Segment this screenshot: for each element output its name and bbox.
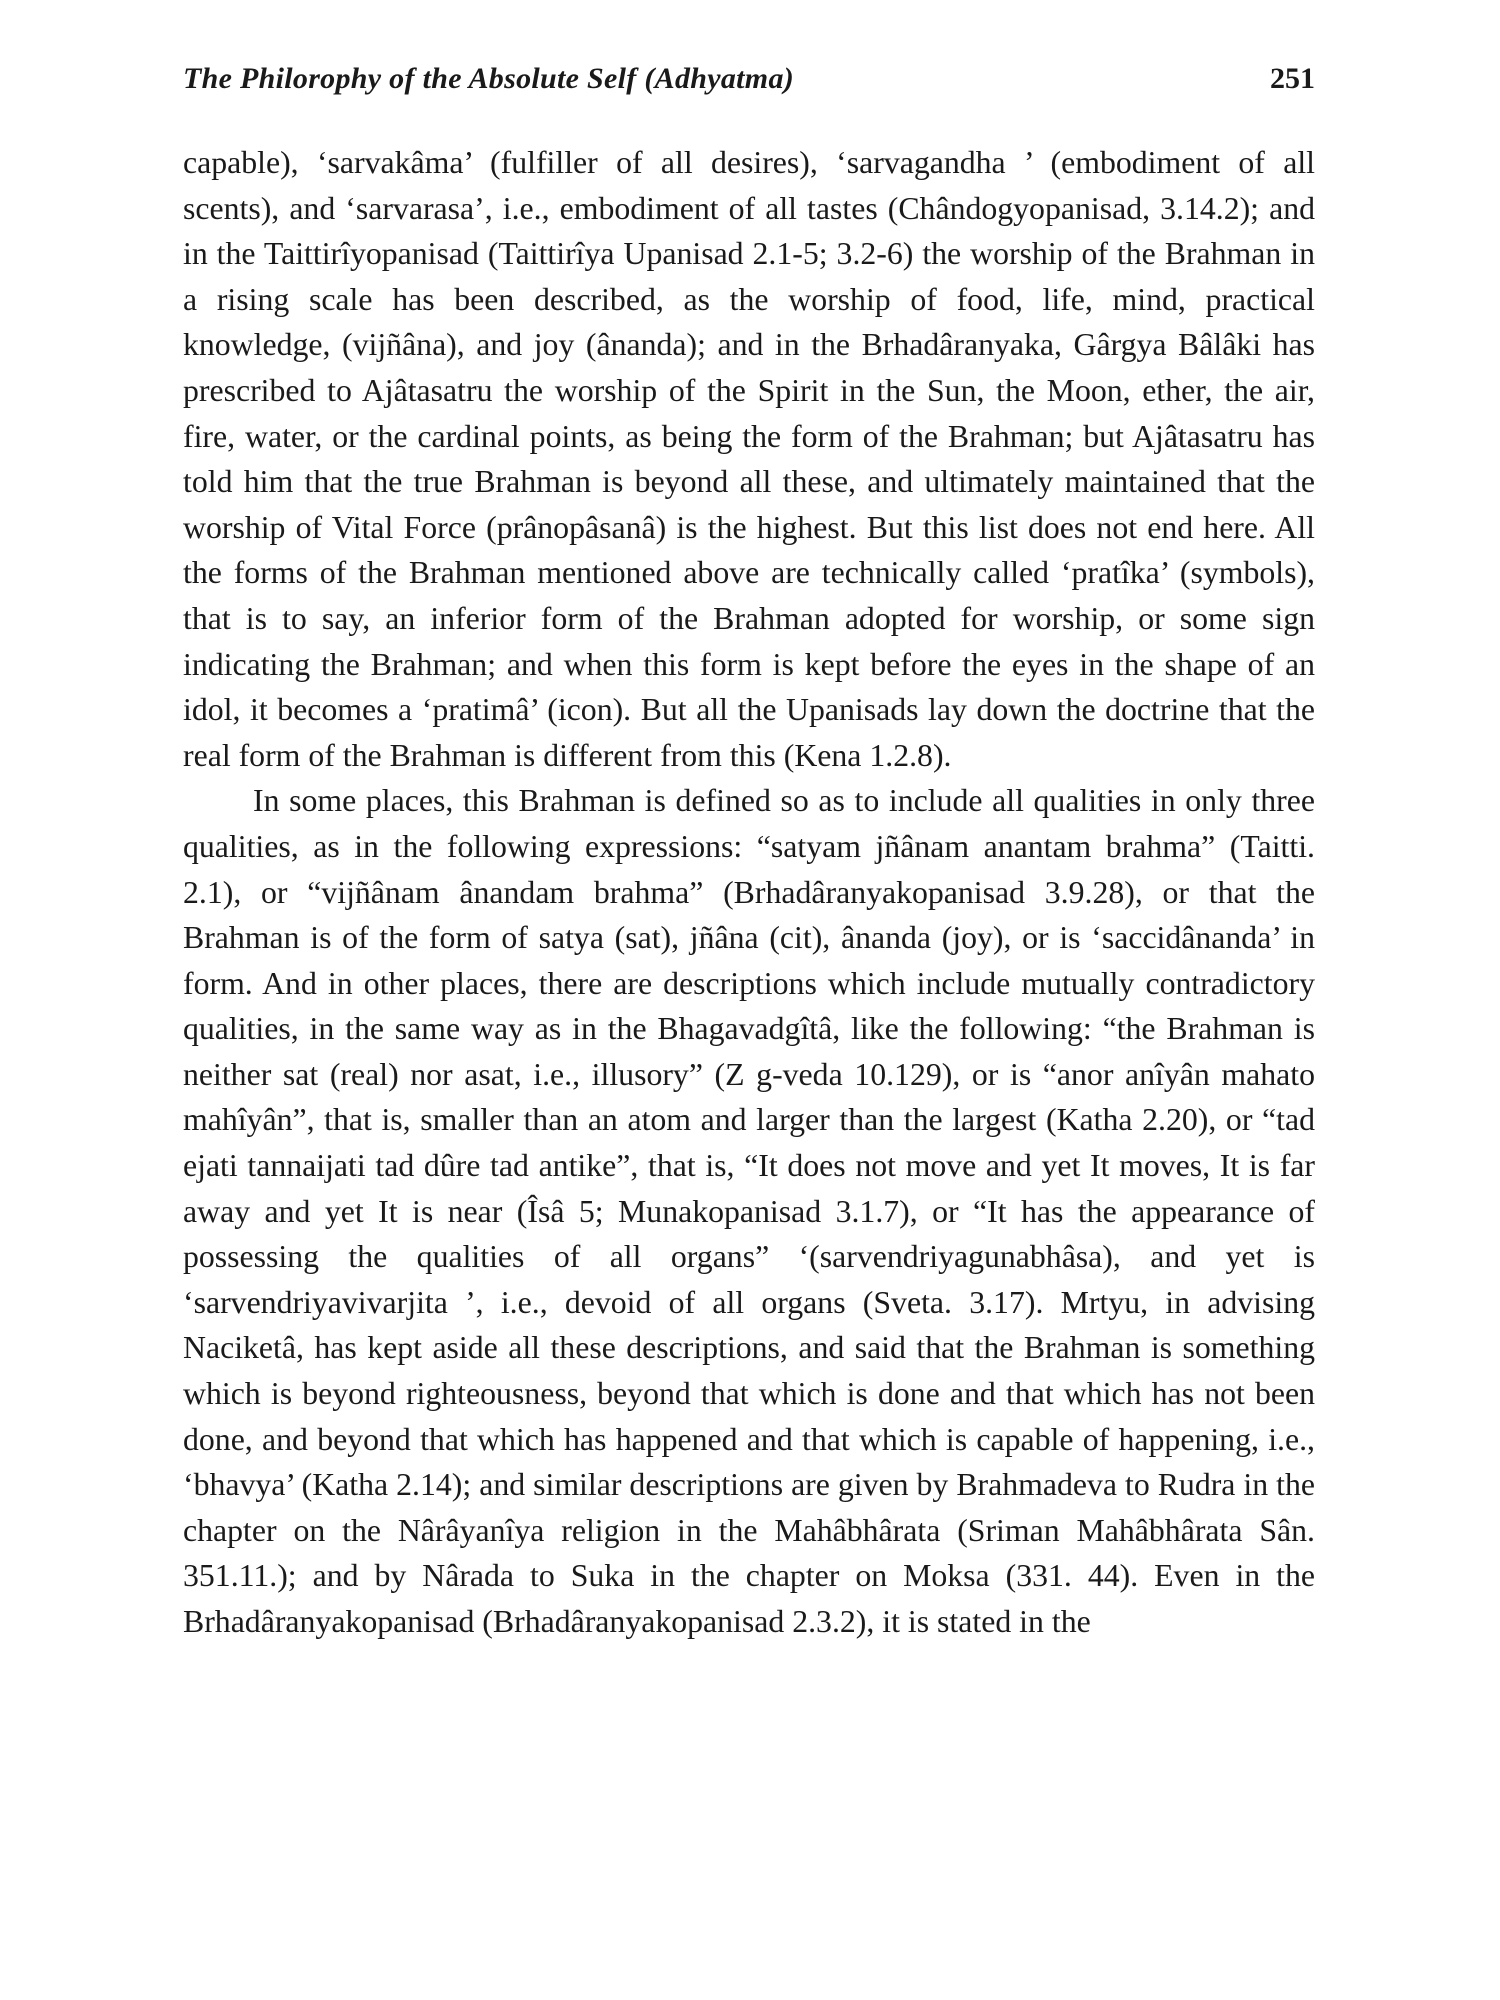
page-number: 251 bbox=[1270, 62, 1315, 95]
page-header bbox=[183, 62, 1315, 110]
body-text bbox=[183, 140, 1315, 1645]
paragraph-continued: capable), ‘sarvakâma’ (fulfiller of all desires), ‘sarvagandha ’ (embodiment of all scents), and ‘sarvarasa’, i.e., embodiment of all tastes (Chândogyopanisad, 3.14.2); and in the Taittirîyopanisad (Taittirîya Upanisad 2.1-5; 3.2-6) the worship of the Brahman in a rising scale has been described, as the worship of food, life, mind, practical knowledge, (vijñâna), and joy (ânanda); and in the Brhadâranyaka, Gârgya Bâlâki has prescribed to Ajâtasatru the worship of the Spirit in the Sun, the Moon, ether, the air, fire, water, or the cardinal points, as being the form of the Brahman; but Ajâtasatru has told him that the true Brahman is beyond all these, and ultimately maintained that the worship of Vital Force (prânopâsanâ) is the highest. But this list does not end here. All the forms of the Brahman mentioned above are technically called ‘pratîka’ (symbols), that is to say, an inferior form of the Brahman adopted for worship, or some sign indicating the Brahman; and when this form is kept before the eyes in the shape of an idol, it becomes a ‘pratimâ’ (icon). But all the Upanisads lay down the doctrine that the real form of the Brahman is different from this (Kena 1.2.8). bbox=[183, 145, 1315, 773]
running-title: The Philorophy of the Absolute Self (Adhyatma) bbox=[183, 62, 795, 95]
paragraph: In some places, this Brahman is defined so as to include all qualities in only three qualities, as in the following expressions: “satyam jñânam anantam brahma” (Taitti. 2.1), or “vijñânam ânandam brahma” (Brhadâranyakopanisad 3.9.28), or that the Brahman is of the form of satya (sat), jñâna (cit), ânanda (joy), or is ‘saccidânanda’ in form. And in other places, there are descriptions which include mutually contradictory qualities, in the same way as in the Bhagavadgîtâ, like the following: “the Brahman is neither sat (real) nor asat, i.e., illusory” (Z g-veda 10.129), or is “anor anîyân mahato mahîyân”, that is, smaller than an atom and larger than the largest (Katha 2.20), or “tad ejati tannaijati tad dûre tad antike”, that is, “It does not move and yet It moves, It is far away and yet It is near (Îsâ 5; Munakopanisad 3.1.7), or “It has the appearance of possessing the qualities of all organs” ‘(sarvendriyagunabhâsa), and yet is ‘sarvendriyavivarjita ’, i.e., devoid of all organs (Sveta. 3.17). Mrtyu, in advising Naciketâ, has kept aside all these descriptions, and said that the Brahman is something which is beyond righteousness, beyond that which is done and that which has not been done, and beyond that which has happened and that which is capable of happening, i.e., ‘bhavya’ (Katha 2.14); and similar descriptions are given by Brahmadeva to Rudra in the chapter on the Nârâyanîya religion in the Mahâbhârata (Sriman Mahâbhârata Sân. 351.11.); and by Nârada to Suka in the chapter on Moksa (331. 44). Even in the Brhadâranyakopanisad (Brhadâranyakopanisad 2.3.2), it is stated in the bbox=[183, 783, 1315, 1639]
